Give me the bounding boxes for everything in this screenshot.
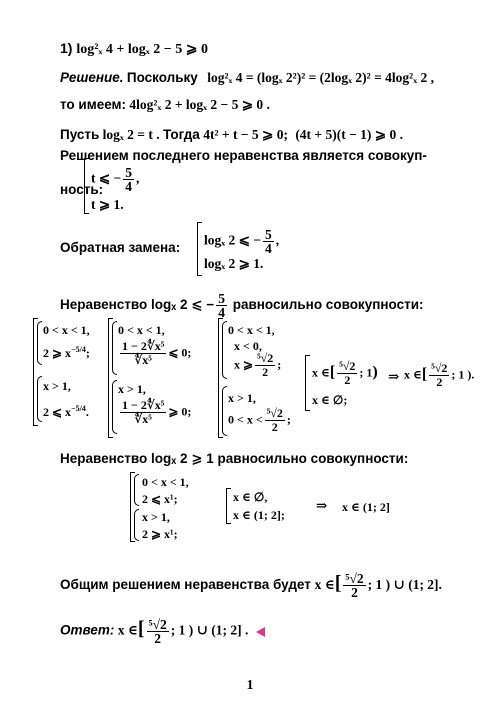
g4-arrow: ⇒ — [388, 369, 400, 384]
g3-a3: x ⩾ $\frac{\text{⁵√2}}{2}$ ; — [234, 351, 282, 379]
h2-bracket — [226, 488, 231, 524]
back-sub-bracket — [197, 222, 202, 276]
then-text: Тогда — [162, 127, 200, 142]
general-solution-line: Общим решением неравенства будет x ∈[ $\frac{\text{⁵√2}}{2}$ ; 1 ) ∪ (1; 2]. — [60, 571, 442, 600]
g1-a2: 2 ⩾ $x^{-5/4}$; — [43, 345, 90, 360]
rewritten-inequality: 4log²ₓ 2 + logₓ 2 − 5 ⩾ 0 . — [129, 97, 270, 112]
t-set-bracket — [84, 158, 89, 214]
factored: (4t + 5)(t − 1) ⩾ 0 . — [295, 127, 403, 142]
substitution-line — [60, 127, 403, 143]
page-number: 1 — [246, 678, 254, 693]
g4-b: x ∈ ∅; — [312, 393, 348, 407]
h1-brace-a — [134, 474, 139, 506]
h2-a: x ∈ ∅, — [233, 490, 268, 504]
t-condition-1: t ⩽ − $\frac{5}{4}$ , — [91, 165, 140, 194]
h1-b2: 2 ⩾ x¹; — [142, 527, 178, 541]
g1-brace-b — [37, 376, 42, 422]
back-sub-2: logₓ 2 ⩾ 1. — [204, 256, 264, 271]
g4-bracket — [305, 355, 310, 411]
h1-a1: 0 < x < 1, — [142, 475, 189, 489]
g2-brace-b — [112, 380, 117, 434]
problem-inequality: log²ₓ 4 + logₓ 2 − 5 ⩾ 0 — [76, 42, 209, 57]
since-text: Поскольку — [126, 70, 198, 85]
g1-brace-a — [37, 321, 42, 365]
h2-b: x ∈ (1; 2]; — [233, 508, 285, 522]
problem-line — [60, 40, 208, 58]
g3-b2: 0 < x < $\frac{\text{⁵√2}}{2}$ ; — [228, 406, 291, 434]
g4-a: x ∈[ $\frac{\text{⁵√2}}{2}$ ; 1) — [312, 359, 378, 387]
g4-result: x ∈[ $\frac{\text{⁵√2}}{2}$ ; 1 ). — [404, 361, 475, 389]
g3-brace-b — [222, 386, 227, 436]
g2-b1: x > 1, — [118, 382, 146, 396]
t-condition-2: t ⩾ 1. — [91, 197, 124, 212]
g2-brace-a — [112, 321, 117, 375]
g2-b2: $\frac{\text{1 − 2∜x⁵}}{\text{∜x⁵}}$ ⩾ 0; — [122, 398, 192, 426]
solution-line-2 — [60, 97, 270, 113]
g1-b1: x > 1, — [43, 379, 71, 393]
problem-number: 1) — [60, 40, 73, 56]
inequality-2-statement: Неравенство logₓ 2 ⩾ 1 равносильно совокупности: — [60, 451, 409, 466]
ineq1-fraction: $\frac{5}{4}$ — [218, 291, 225, 320]
back-sub-fraction: $\frac{5}{4}$ — [265, 227, 272, 256]
substitution: logₓ 2 = t . — [102, 127, 160, 142]
g3-b1: x > 1, — [228, 391, 256, 405]
g1-b2: 2 ⩽ $x^{-5/4}$. — [43, 404, 89, 419]
t-fraction: $\frac{5}{4}$ — [125, 165, 132, 194]
end-of-solution-marker-icon — [256, 627, 265, 637]
answer-label: Ответ: — [60, 622, 115, 638]
h1-brace-b — [134, 509, 139, 541]
h-arrow: ⇒ — [316, 498, 328, 513]
quadratic: 4t² + t − 5 ⩾ 0; — [203, 127, 288, 142]
g3-a2: x < 0, — [234, 339, 262, 353]
solution-set-text-2: ность: — [60, 182, 104, 197]
g3-brace-a — [222, 321, 227, 379]
h1-b1: x > 1, — [142, 510, 170, 524]
solution-label: Решение. — [60, 70, 124, 85]
back-sub-text: Обратная замена: — [60, 240, 181, 255]
g2-a1: 0 < x < 1, — [118, 323, 165, 337]
back-sub-1: logₓ 2 ⩽ − $\frac{5}{4}$ , — [204, 227, 280, 256]
solution-set-text-1: Решением последнего неравенства является совокуп- — [60, 148, 427, 163]
h-result: x ∈ (1; 2] — [342, 500, 390, 514]
answer-line: Ответ: x ∈[ $\frac{\text{⁵√2}}{2}$ ; 1 ) ∪ (1; 2] . — [60, 618, 265, 645]
h1-a2: 2 ⩽ x¹; — [142, 492, 178, 506]
g1-a1: 0 < x < 1, — [43, 323, 90, 337]
g2-a2: $\frac{\text{1 − 2∜x⁵}}{\text{∜x⁵}}$ ⩽ 0; — [122, 339, 192, 367]
inequality-1-statement: Неравенство logₓ 2 ⩽ − $\frac{5}{4}$ равносильно совокупности: — [60, 291, 424, 320]
solution-line-1 — [60, 70, 434, 86]
identity: log²ₓ 4 = (logₓ 2²)² = (2logₓ 2)² = 4log²ₓ 2 , — [207, 70, 434, 85]
let-text: Пусть — [60, 127, 100, 142]
we-have-text: то имеем: — [60, 97, 127, 112]
g3-a1: 0 < x < 1, — [228, 323, 275, 337]
